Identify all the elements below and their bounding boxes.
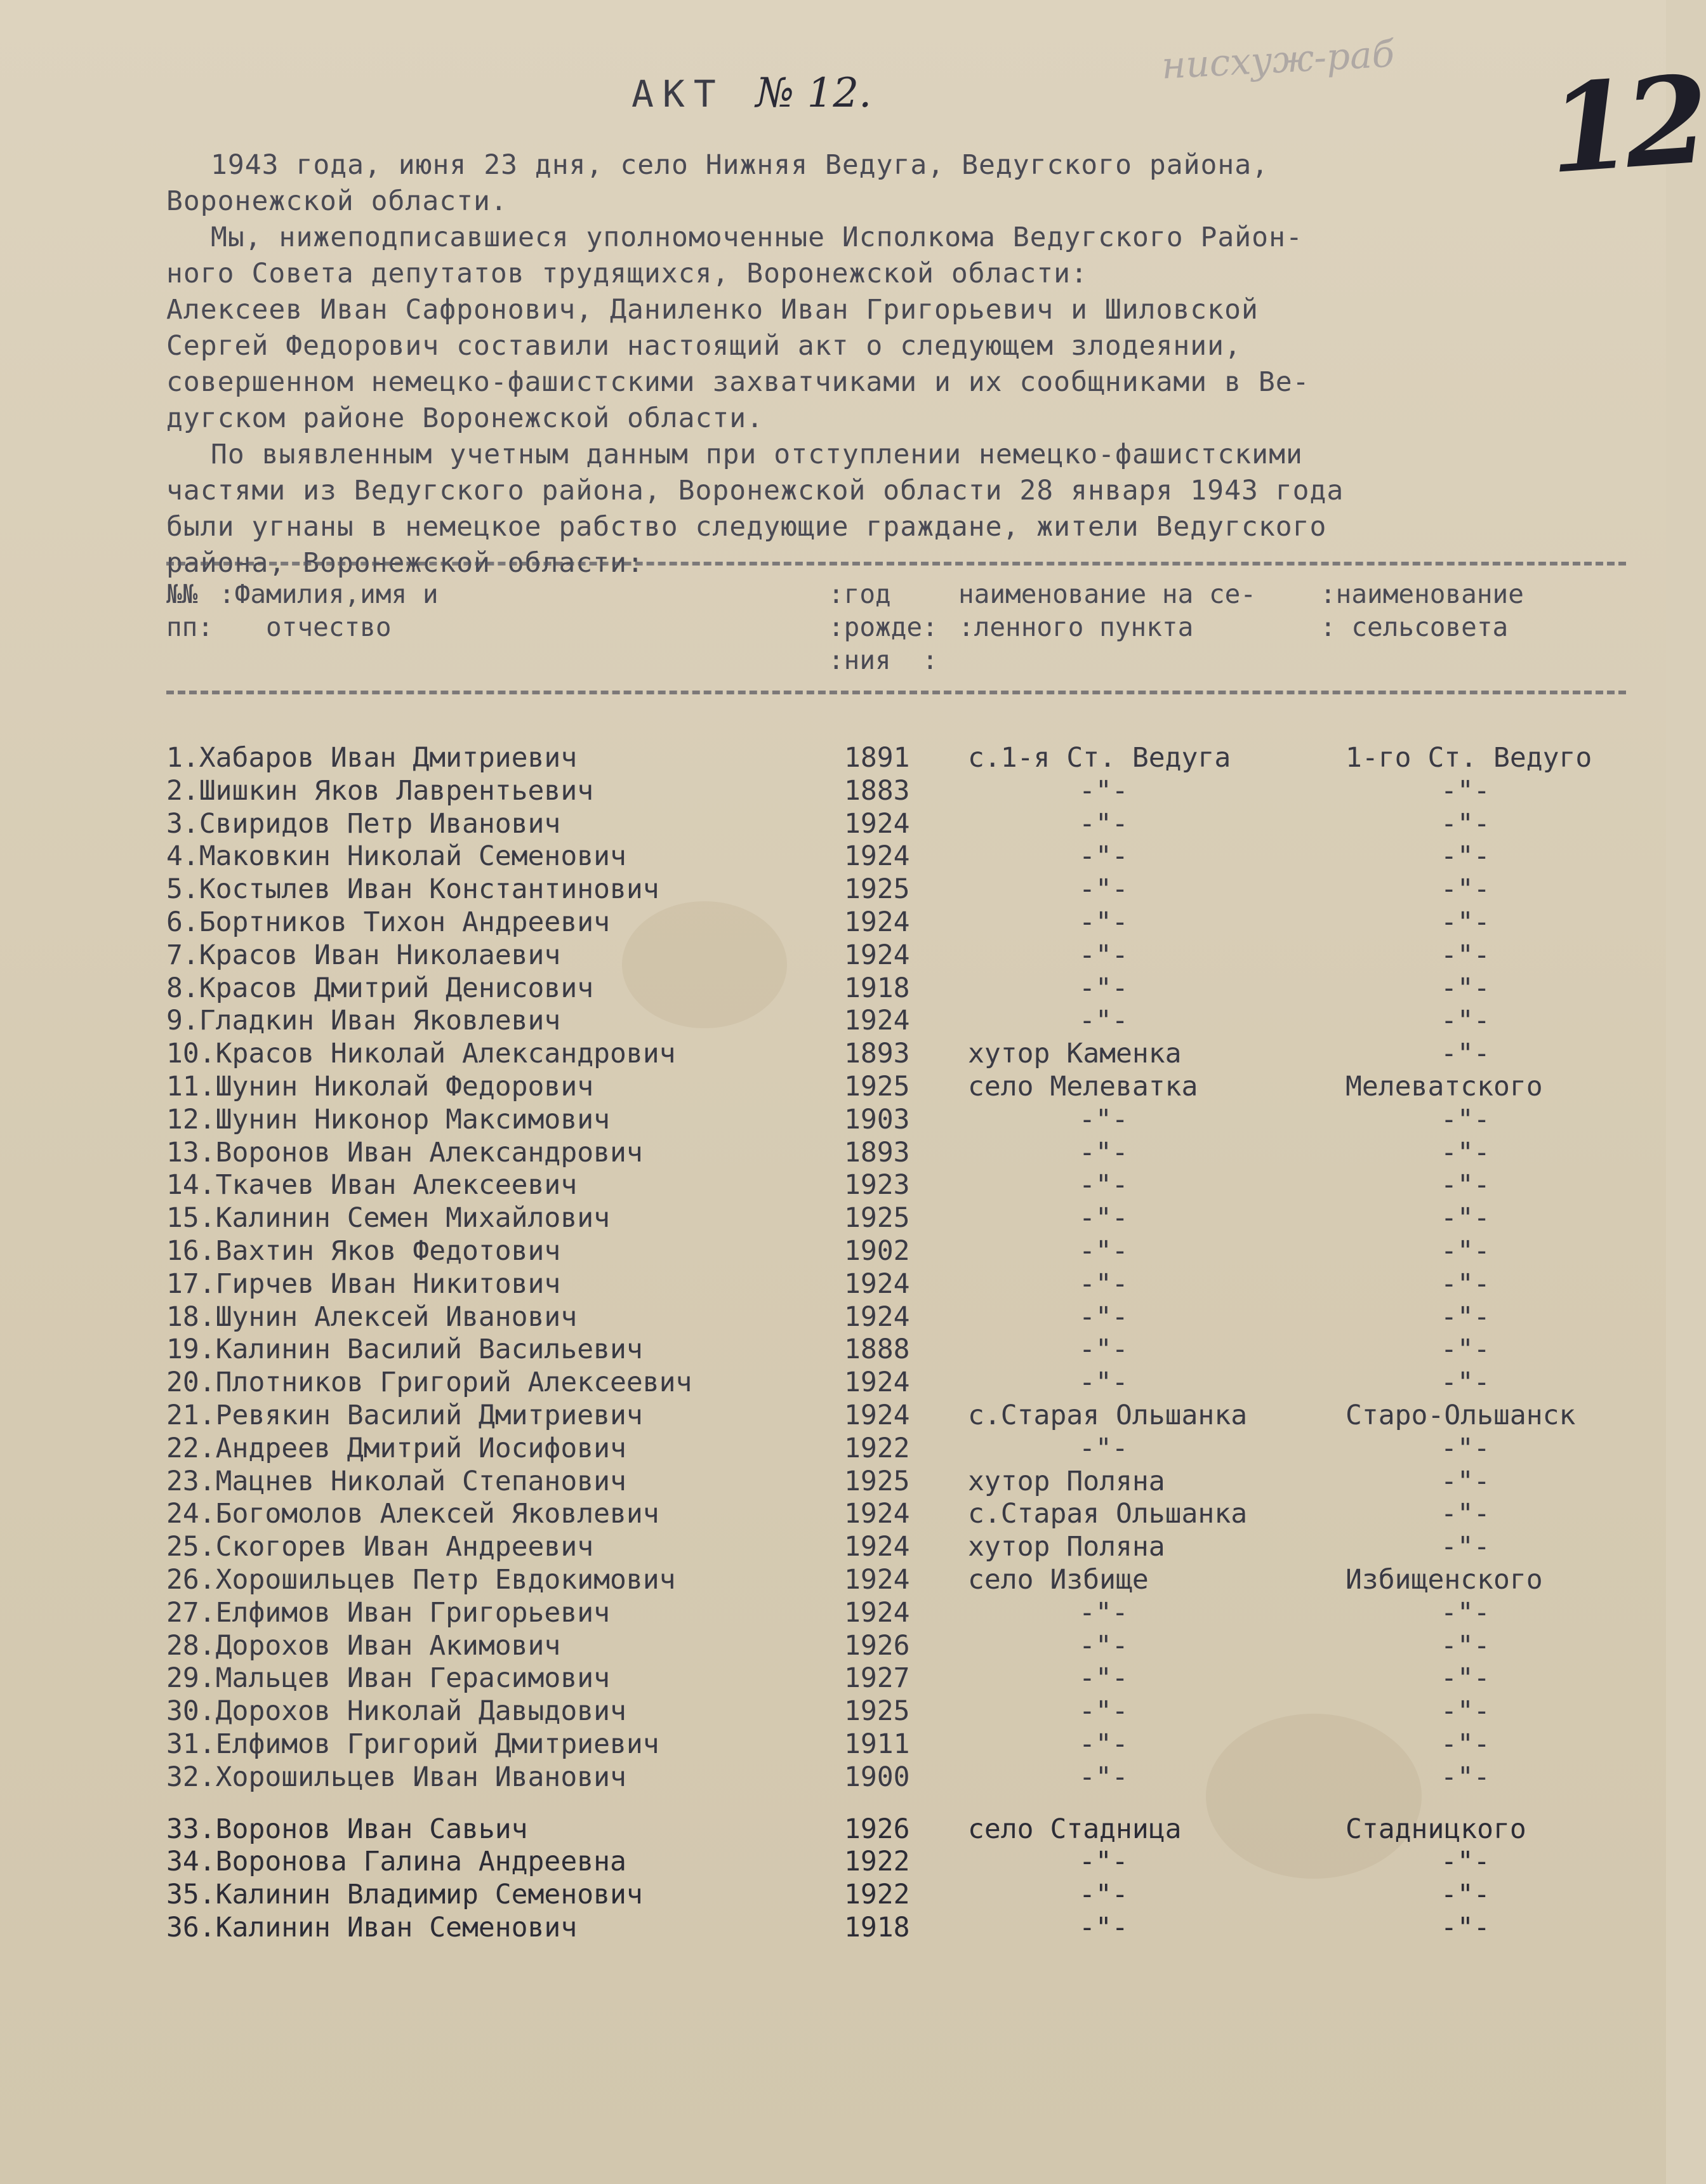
row-sovet: 1-го Ст. Ведуго <box>1346 742 1592 774</box>
row-sovet: -"- <box>1441 1103 1490 1135</box>
row-place: -"- <box>1079 1334 1128 1366</box>
row-year: 1911 <box>844 1728 910 1760</box>
row-sovet: -"- <box>1441 1136 1490 1168</box>
row-name: 18.Шунин Алексей Иванович <box>166 1300 578 1333</box>
row-place: -"- <box>1079 774 1128 807</box>
row-place: с.1-я Ст. Ведуга <box>968 742 1231 774</box>
row-year: 1926 <box>844 1629 910 1662</box>
table-row <box>0 741 1666 774</box>
row-name: 6.Бортников Тихон Андреевич <box>166 906 610 938</box>
table-row <box>0 1845 1666 1878</box>
row-name: 26.Хорошильцев Петр Евдокимович <box>166 1564 676 1596</box>
header-name: :Фамилия,имя и отчество <box>219 579 439 642</box>
row-place: село Избище <box>968 1564 1149 1596</box>
row-name: 20.Плотников Григорий Алексеевич <box>166 1367 692 1399</box>
row-name: 5.Костылев Иван Константинович <box>166 873 659 906</box>
intro-line: Мы, нижеподписавшиеся уполномоченные Исполкома Ведугского Район- <box>211 222 1303 253</box>
row-year: 1888 <box>844 1334 910 1366</box>
table-row <box>0 1333 1666 1366</box>
row-place: -"- <box>1079 1103 1128 1135</box>
table-row <box>0 1530 1666 1563</box>
row-name: 9.Гладкин Иван Яковлевич <box>166 1005 561 1037</box>
row-name: 35.Калинин Владимир Семенович <box>166 1879 643 1911</box>
row-place: -"- <box>1079 906 1128 938</box>
row-name: 29.Мальцев Иван Герасимович <box>166 1662 610 1695</box>
row-place: с.Старая Ольшанка <box>968 1498 1248 1530</box>
row-place: -"- <box>1079 972 1128 1004</box>
row-sovet: Мелеватского <box>1346 1071 1543 1102</box>
row-year: 1924 <box>844 939 910 971</box>
row-year: 1883 <box>844 774 910 807</box>
row-sovet: Старо-Ольшанск <box>1346 1400 1576 1431</box>
table-row <box>0 1695 1666 1728</box>
table-row <box>0 1136 1666 1169</box>
table-row <box>0 807 1666 840</box>
margin-note: нисхуж-раб <box>1160 32 1396 88</box>
table-row <box>0 1432 1666 1465</box>
table-row <box>0 1070 1666 1103</box>
row-sovet: -"- <box>1441 840 1490 873</box>
row-sovet: -"- <box>1441 873 1490 906</box>
row-sovet: -"- <box>1441 1629 1490 1662</box>
table-row <box>0 1596 1666 1629</box>
row-place: хутор Каменка <box>968 1038 1182 1070</box>
row-name: 1.Хабаров Иван Дмитриевич <box>166 742 578 774</box>
row-place: -"- <box>1079 1300 1128 1333</box>
row-sovet: -"- <box>1441 906 1490 938</box>
row-sovet: -"- <box>1441 972 1490 1004</box>
table-row <box>0 1813 1666 1846</box>
intro-line: дугском районе Воронежской области. <box>166 402 764 434</box>
row-year: 1902 <box>844 1235 910 1267</box>
row-year: 1927 <box>844 1662 910 1695</box>
row-place: -"- <box>1079 1761 1128 1793</box>
table-row <box>0 906 1666 939</box>
row-place: -"- <box>1079 939 1128 971</box>
row-place: -"- <box>1079 1846 1128 1878</box>
row-year: 1924 <box>844 906 910 938</box>
row-name: 2.Шишкин Яков Лаврентьевич <box>166 774 594 807</box>
row-year: 1924 <box>844 1005 910 1037</box>
table-row <box>0 1662 1666 1695</box>
row-place: -"- <box>1079 1695 1128 1728</box>
row-sovet: -"- <box>1441 939 1490 971</box>
row-name: 14.Ткачев Иван Алексеевич <box>166 1169 578 1201</box>
row-place: -"- <box>1079 840 1128 873</box>
table-row <box>0 1300 1666 1334</box>
table-row <box>0 1366 1666 1399</box>
row-name: 19.Калинин Василий Васильевич <box>166 1334 643 1366</box>
intro-line: были угнаны в немецкое рабство следующие граждане, жители Ведугского <box>166 511 1327 543</box>
row-name: 27.Елфимов Иван Григорьевич <box>166 1596 610 1629</box>
row-year: 1923 <box>844 1169 910 1201</box>
intro-line: 1943 года, июня 23 дня, село Нижняя Ведуга, Ведугского района, <box>211 149 1269 181</box>
row-sovet: Избищенского <box>1346 1564 1543 1596</box>
row-place: -"- <box>1079 1662 1128 1695</box>
table-row <box>0 1761 1666 1794</box>
intro-text <box>166 147 1639 581</box>
table-row <box>0 1201 1666 1234</box>
row-sovet: -"- <box>1441 1912 1490 1943</box>
row-year: 1922 <box>844 1846 910 1878</box>
row-sovet: -"- <box>1441 1728 1490 1760</box>
row-name: 12.Шунин Никонор Максимович <box>166 1103 610 1135</box>
table-row <box>0 1563 1666 1596</box>
row-name: 28.Дорохов Иван Акимович <box>166 1629 561 1662</box>
row-sovet: -"- <box>1441 1596 1490 1629</box>
page-number: 12 <box>1544 48 1706 201</box>
row-place: -"- <box>1079 1367 1128 1399</box>
row-year: 1922 <box>844 1879 910 1911</box>
row-sovet: -"- <box>1441 1005 1490 1037</box>
row-place: -"- <box>1079 1432 1128 1464</box>
row-sovet: Стадницкого <box>1346 1813 1526 1845</box>
table-row <box>0 1267 1666 1300</box>
table-row <box>0 1728 1666 1761</box>
row-sovet: -"- <box>1441 1531 1490 1563</box>
row-place: -"- <box>1079 1879 1128 1911</box>
row-year: 1922 <box>844 1432 910 1464</box>
table-row <box>0 1399 1666 1432</box>
row-sovet: -"- <box>1441 1334 1490 1366</box>
intro-line: частями из Ведугского района, Воронежской области 28 января 1943 года <box>166 475 1344 506</box>
row-place: с.Старая Ольшанка <box>968 1400 1248 1431</box>
table-row <box>0 939 1666 972</box>
row-sovet: -"- <box>1441 1038 1490 1070</box>
row-sovet: -"- <box>1441 1300 1490 1333</box>
row-year: 1925 <box>844 1202 910 1234</box>
row-sovet: -"- <box>1441 1432 1490 1464</box>
row-sovet: -"- <box>1441 1367 1490 1399</box>
row-year: 1924 <box>844 1300 910 1333</box>
row-year: 1924 <box>844 840 910 873</box>
row-year: 1893 <box>844 1038 910 1070</box>
row-name: 7.Красов Иван Николаевич <box>166 939 561 971</box>
row-sovet: -"- <box>1441 807 1490 840</box>
table-row <box>0 1878 1666 1911</box>
document-title <box>631 70 871 117</box>
table-row <box>0 1037 1666 1070</box>
row-place: -"- <box>1079 1728 1128 1760</box>
table-row <box>0 1465 1666 1498</box>
header-sovet: :наименование : сельсовета <box>1320 579 1524 642</box>
row-name: 24.Богомолов Алексей Яковлевич <box>166 1498 659 1530</box>
row-place: -"- <box>1079 1912 1128 1943</box>
row-name: 36.Калинин Иван Семенович <box>166 1912 578 1943</box>
table-row <box>0 840 1666 873</box>
row-name: 32.Хорошильцев Иван Иванович <box>166 1761 626 1793</box>
row-sovet: -"- <box>1441 1465 1490 1497</box>
row-sovet: -"- <box>1441 774 1490 807</box>
table-row <box>0 1234 1666 1267</box>
row-place: -"- <box>1079 1136 1128 1168</box>
table-row <box>0 1911 1666 1944</box>
intro-line: Алексеев Иван Сафронович, Даниленко Иван Григорьевич и Шиловской <box>166 294 1259 326</box>
row-place: -"- <box>1079 1005 1128 1037</box>
row-place: село Стадница <box>968 1813 1182 1845</box>
row-year: 1924 <box>844 1564 910 1596</box>
row-place: хутор Поляна <box>968 1465 1165 1497</box>
row-name: 31.Елфимов Григорий Дмитриевич <box>166 1728 659 1760</box>
row-place: -"- <box>1079 1596 1128 1629</box>
table-top-rule <box>166 562 1626 566</box>
table-row <box>0 774 1666 807</box>
row-sovet: -"- <box>1441 1846 1490 1878</box>
row-place: хутор Поляна <box>968 1531 1165 1563</box>
row-name: 25.Скогорев Иван Андреевич <box>166 1531 594 1563</box>
row-year: 1918 <box>844 1912 910 1943</box>
row-name: 21.Ревякин Василий Дмитриевич <box>166 1400 643 1431</box>
row-place: село Мелеватка <box>968 1071 1198 1102</box>
row-year: 1900 <box>844 1761 910 1793</box>
row-name: 17.Гирчев Иван Никитович <box>166 1267 561 1300</box>
intro-line: района, Воронежской области: <box>166 547 644 579</box>
row-sovet: -"- <box>1441 1498 1490 1530</box>
row-name: 4.Маковкин Николай Семенович <box>166 840 626 873</box>
row-name: 10.Красов Николай Александрович <box>166 1038 676 1070</box>
table-header-rule <box>166 691 1626 694</box>
intro-line: Воронежской области. <box>166 185 508 217</box>
row-sovet: -"- <box>1441 1235 1490 1267</box>
row-year: 1925 <box>844 1695 910 1728</box>
table-row <box>0 873 1666 906</box>
row-place: -"- <box>1079 873 1128 906</box>
header-place: наименование на се- :ленного пункта <box>958 579 1256 642</box>
row-year: 1925 <box>844 1071 910 1102</box>
title-word: АКТ <box>631 72 725 116</box>
row-place: -"- <box>1079 807 1128 840</box>
table-row <box>0 1497 1666 1530</box>
table-row <box>0 1629 1666 1662</box>
row-year: 1924 <box>844 1367 910 1399</box>
header-year: :год :рожде: :ния : <box>828 579 938 675</box>
table-row <box>0 972 1666 1005</box>
row-year: 1925 <box>844 873 910 906</box>
row-year: 1893 <box>844 1136 910 1168</box>
table-row <box>0 1004 1666 1037</box>
header-num: №№ пп: <box>166 579 214 642</box>
row-name: 15.Калинин Семен Михайлович <box>166 1202 610 1234</box>
intro-line: По выявленным учетным данным при отступлении немецко-фашистскими <box>211 439 1303 470</box>
row-place: -"- <box>1079 1629 1128 1662</box>
row-sovet: -"- <box>1441 1662 1490 1695</box>
row-place: -"- <box>1079 1267 1128 1300</box>
row-year: 1925 <box>844 1465 910 1497</box>
row-name: 8.Красов Дмитрий Денисович <box>166 972 594 1004</box>
row-sovet: -"- <box>1441 1695 1490 1728</box>
intro-line: совершенном немецко-фашистскими захватчиками и их сообщниками в Ве- <box>166 366 1310 398</box>
row-sovet: -"- <box>1441 1761 1490 1793</box>
intro-line: Сергей Федорович составили настоящий акт о следующем злодеянии, <box>166 330 1241 362</box>
row-name: 34.Воронова Галина Андреевна <box>166 1846 626 1878</box>
row-name: 16.Вахтин Яков Федотович <box>166 1235 561 1267</box>
row-year: 1924 <box>844 1267 910 1300</box>
row-year: 1903 <box>844 1103 910 1135</box>
row-place: -"- <box>1079 1169 1128 1201</box>
row-year: 1924 <box>844 1400 910 1431</box>
row-year: 1924 <box>844 1596 910 1629</box>
row-sovet: -"- <box>1441 1169 1490 1201</box>
table-row <box>0 1168 1666 1201</box>
row-name: 3.Свиридов Петр Иванович <box>166 807 561 840</box>
row-place: -"- <box>1079 1202 1128 1234</box>
row-year: 1918 <box>844 972 910 1004</box>
row-year: 1926 <box>844 1813 910 1845</box>
row-name: 11.Шунин Николай Федорович <box>166 1071 594 1102</box>
row-place: -"- <box>1079 1235 1128 1267</box>
row-year: 1891 <box>844 742 910 774</box>
row-sovet: -"- <box>1441 1879 1490 1911</box>
row-sovet: -"- <box>1441 1202 1490 1234</box>
row-year: 1924 <box>844 807 910 840</box>
row-name: 33.Воронов Иван Савьич <box>166 1813 528 1845</box>
table-row <box>0 1103 1666 1136</box>
intro-line: ного Совета депутатов трудящихся, Воронежской области: <box>166 258 1088 289</box>
row-name: 23.Мацнев Николай Степанович <box>166 1465 626 1497</box>
row-year: 1924 <box>844 1531 910 1563</box>
title-number: № 12. <box>755 70 872 117</box>
row-name: 22.Андреев Дмитрий Иосифович <box>166 1432 626 1464</box>
row-name: 30.Дорохов Николай Давыдович <box>166 1695 626 1728</box>
row-sovet: -"- <box>1441 1267 1490 1300</box>
row-year: 1924 <box>844 1498 910 1530</box>
row-name: 13.Воронов Иван Александрович <box>166 1136 643 1168</box>
